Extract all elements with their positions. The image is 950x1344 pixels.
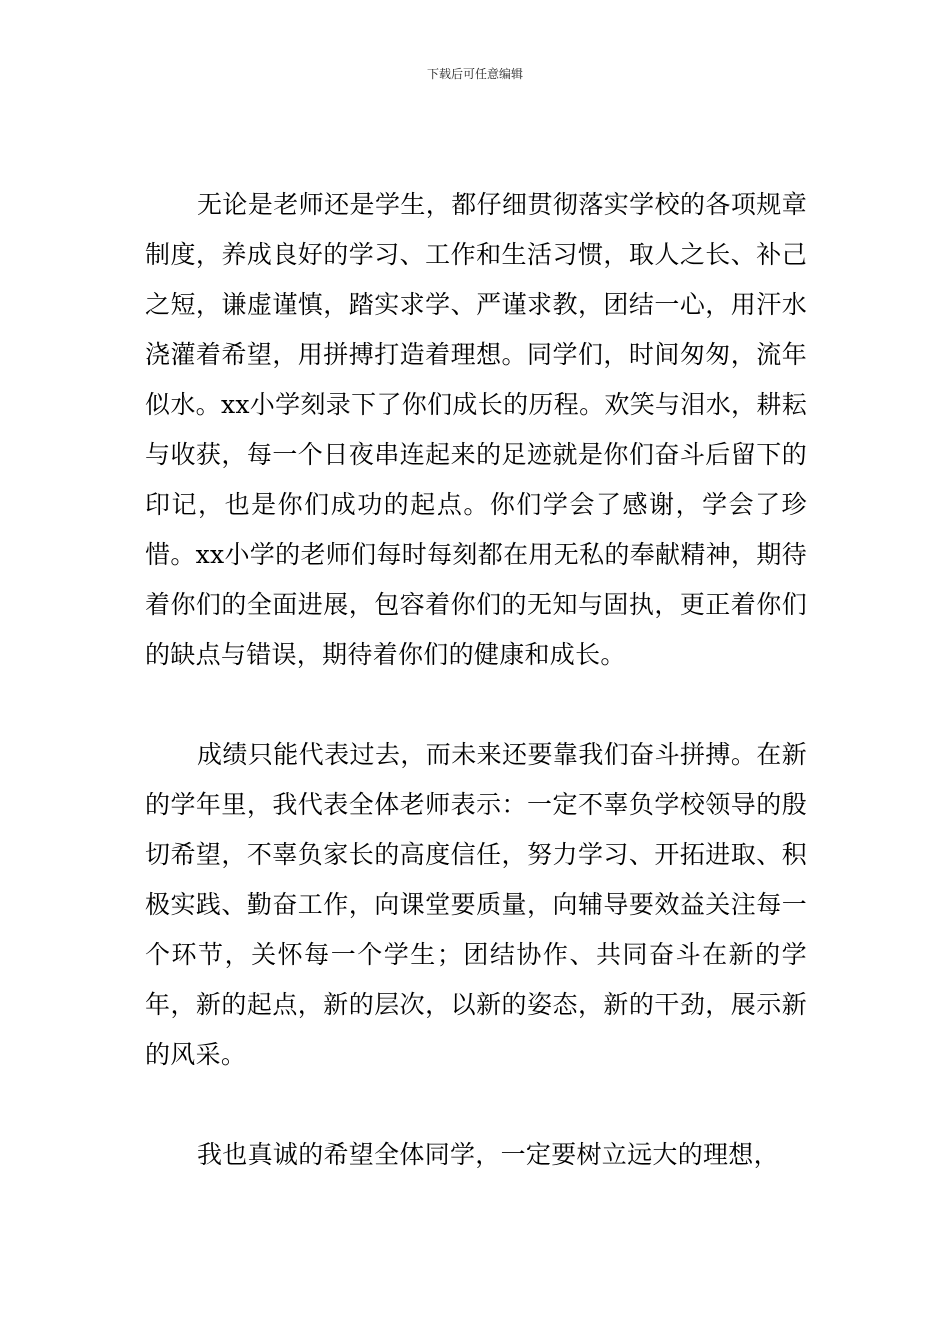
paragraph-2: 成绩只能代表过去，而未来还要靠我们奋斗拼搏。在新的学年里，我代表全体老师表示：一定不辜负学校领导的殷切希望，不辜负家长的高度信任，努力学习、开拓进取、积极实践、勤奋工作，向课堂要质量，向辅导要效益关注每一个环节，关怀每一个学生；团结协作、共同奋斗在新的学年，新的起点，新的层次，以新的姿态，新的干劲，展示新的风采。 — [145, 740, 807, 1069]
paragraph-3: 我也真诚的希望全体同学，一定要树立远大的理想， — [197, 1140, 779, 1169]
page-header-note: 下载后可任意编辑 — [426, 67, 523, 81]
paragraph-1: 无论是老师还是学生，都仔细贯彻落实学校的各项规章制度，养成良好的学习、工作和生活习惯，取人之长、补己之短，谦虚谨慎，踏实求学、严谨求教，团结一心，用汗水浇灌着希望，用拼搏打造着理想。同学们，时间匆匆，流年似水。xx小学刻录下了你们成长的历程。欢笑与泪水，耕耘与收获，每一个日夜串连起来的足迹就是你们奋斗后留下的印记，也是你们成功的起点。你们学会了感谢，学会了珍惜。xx小学的老师们每时每刻都在用无私的奉献精神，期待着你们的全面进展，包容着你们的无知与固执，更正着你们的缺点与错误，期待着你们的健康和成长。 — [145, 190, 807, 669]
document-body — [145, 180, 807, 1180]
